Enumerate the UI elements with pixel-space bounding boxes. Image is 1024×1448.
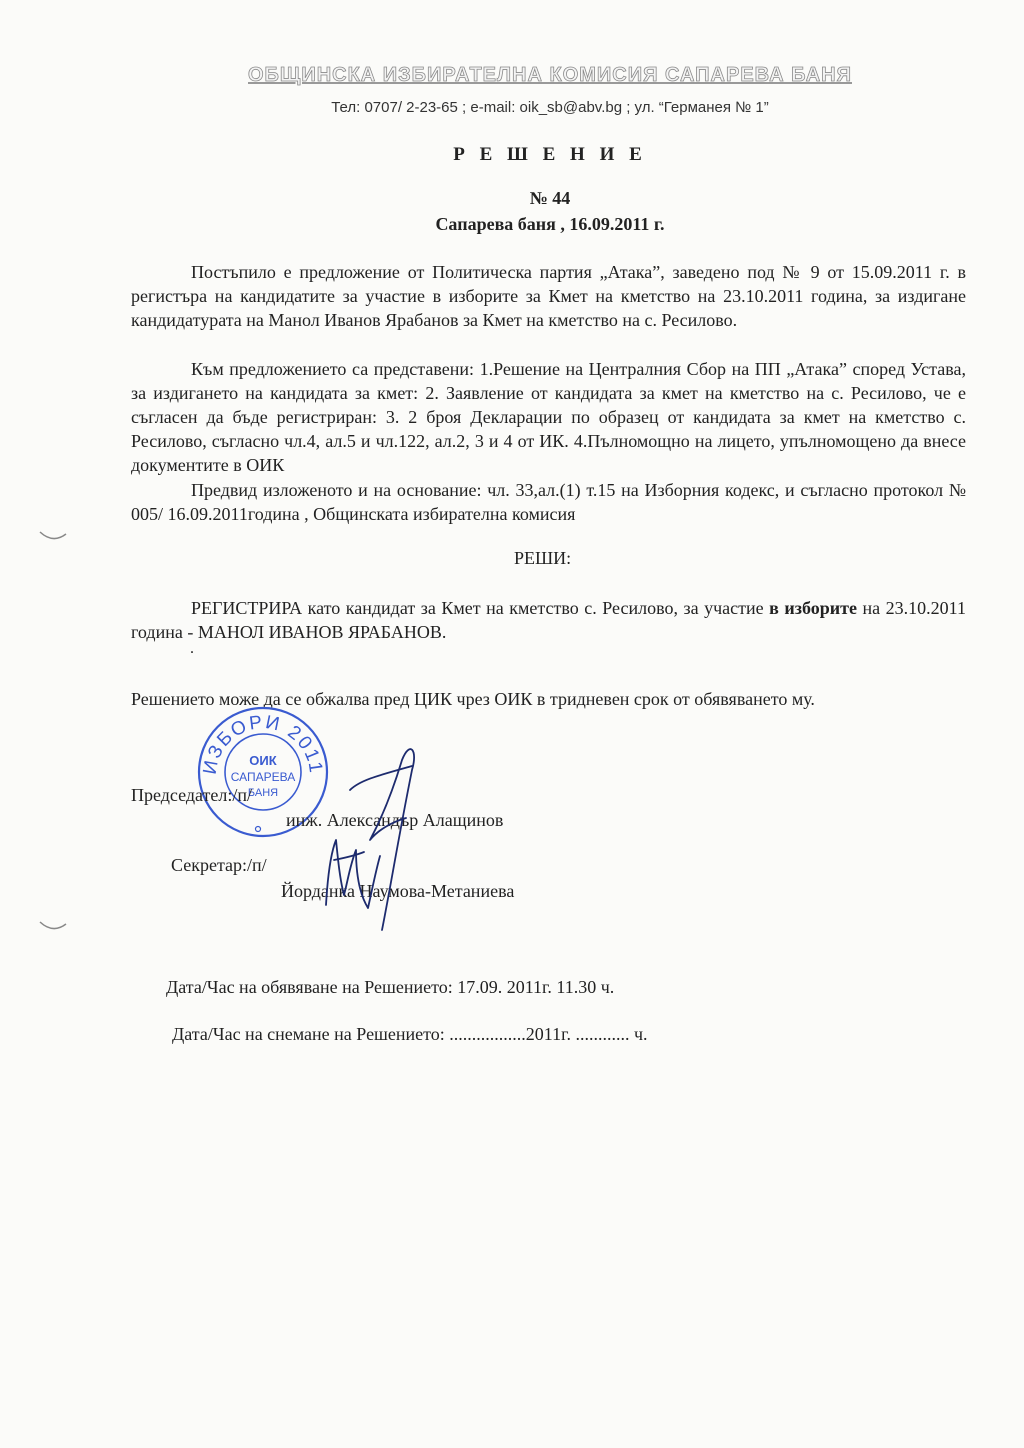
secretary-name: Йорданка Наумова-Метаниева (281, 881, 515, 901)
appeal-notice: Решението може да се обжалва пред ЦИК чрез ОИК в тридневен срок от обявяването му. (131, 689, 815, 709)
document-title: Р Е Ш Е Н И Е (453, 144, 647, 165)
decision-text-start: РЕГИСТРИРА като кандидат за Кмет на кметство с. Ресилово, за участие (191, 598, 770, 618)
handwritten-signature (320, 730, 430, 950)
resolve-heading: РЕШИ: (514, 548, 572, 568)
commission-name: ОБЩИНСКА ИЗБИРАТЕЛНА КОМИСИЯ САПАРЕВА БАНЯ (248, 64, 852, 86)
place-and-date: Сапарева баня , 16.09.2011 г. (435, 214, 665, 234)
punch-hole-mark (38, 920, 68, 932)
stamp-center-line1: ОИК (249, 753, 277, 768)
posting-date: Дата/Час на обявяване на Решението: 17.09. 2011г. 11.30 ч. (166, 977, 615, 997)
decision-text-bold: в изборите (769, 598, 857, 618)
paragraph-legal-basis: Предвид изложеното и на основание: чл. 33,ал.(1) т.15 на Изборния кодекс, и съгласно протокол № 005/ 16.09.2011година , Общинската избирателна комисия (131, 480, 966, 524)
punch-hole-mark (38, 530, 68, 542)
removal-date: Дата/Час на снемане на Решението: .................2011г. ............ ч. (172, 1024, 648, 1044)
chairman-name: инж. Александър Алащинов (286, 810, 504, 830)
stamp-ring-text: ИЗБОРИ 2011 (199, 712, 327, 776)
secretary-label: Секретар:/п/ (171, 855, 267, 875)
chairman-label: Председател:/п/ (131, 785, 253, 805)
decision-number: № 44 (529, 188, 571, 208)
paragraph-decision (131, 596, 966, 644)
decision-text-end: на 23.10.2011 година - МАНОЛ ИВАНОВ ЯРАБАНОВ. (131, 598, 966, 642)
stamp-center-line3: БАНЯ (247, 787, 279, 799)
stray-mark: . (190, 640, 194, 657)
contact-line: Тел: 0707/ 2-23-65 ; e-mail: oik_sb@abv.bg ; ул. “Германея № 1” (331, 99, 769, 116)
paragraph-proposal: Постъпило е предложение от Политическа партия „Атака”, заведено под № 9 от 15.09.2011 г. в регистъра на кандидатите за участие в изборите за Кмет на кметство на 23.10.2011 година, за издигане кандидатурата на Манол Иванов Ярабанов за Кмет на кметство на с. Ресилово. (131, 262, 966, 330)
stamp-center-line2: САПАРЕВА (230, 770, 296, 784)
paragraph-documents: Към предложението са представени: 1.Решение на Централния Сбор на ПП „Атака” според Устава, за издигането на кандидата за кмет: 2. Заявление от кандидата за кмет на кметство на с. Ресилово, че е съгласен да бъде регистриран: 3. 2 броя Декларации по образец от кандидата за кмет на кметство с. Ресилово, съгласно чл.4, ал.5 и чл.122, ал.2, 3 и 4 от ИК. 4.Пълномощно на лицето, упълномощено да внесе документите в ОИК (131, 359, 966, 475)
